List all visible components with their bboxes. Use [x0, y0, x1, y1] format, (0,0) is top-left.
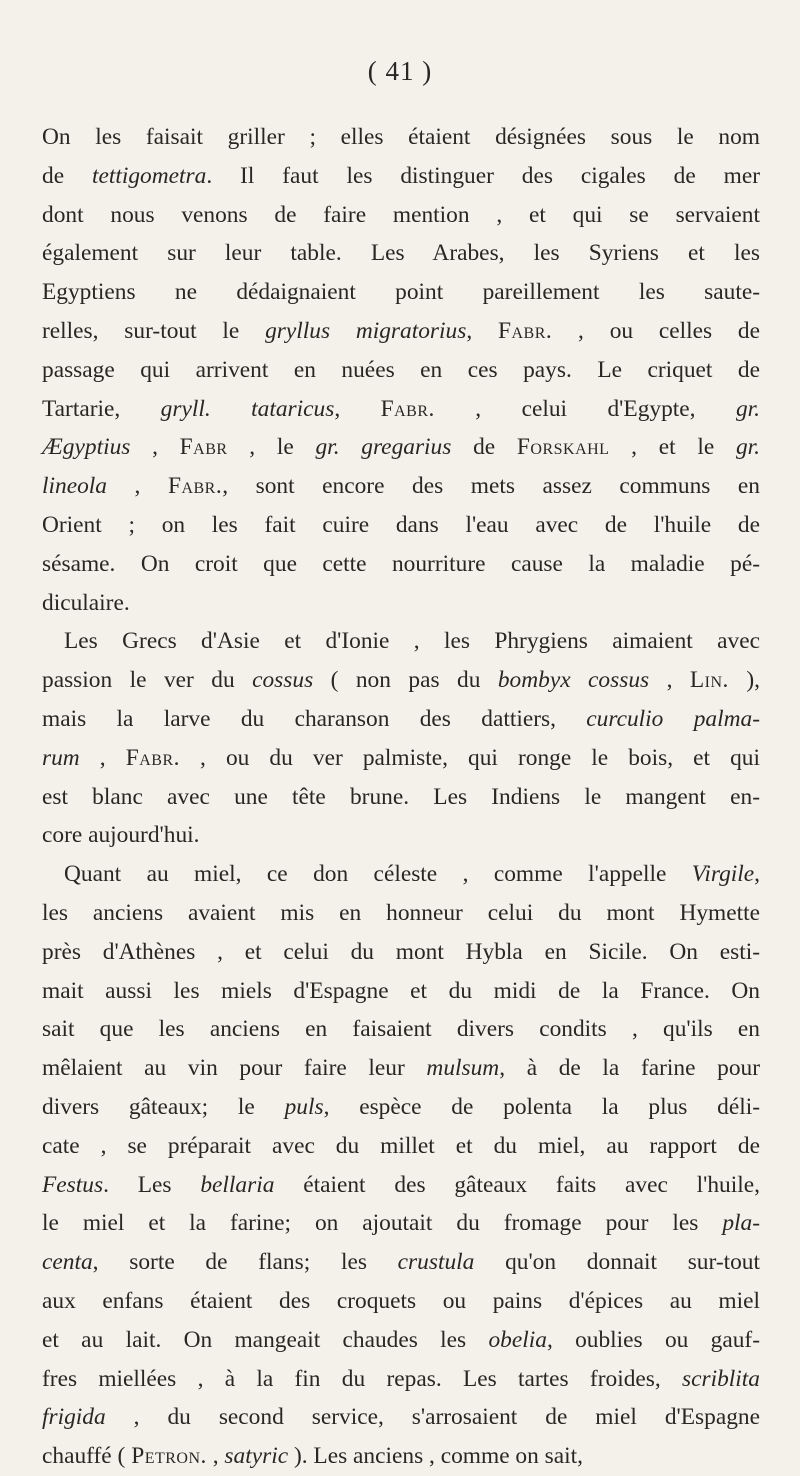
text-line: [42, 545, 760, 584]
text-run: passion le ver du: [42, 667, 253, 694]
text-line: [42, 428, 760, 467]
text-run: , ou celles de: [552, 317, 760, 344]
text-run: , sont encore des mets assez communs en: [222, 473, 761, 500]
text-line: [42, 855, 760, 894]
italic-term: tettigometra: [91, 162, 207, 189]
text-line: [42, 467, 760, 506]
italic-term: bellaria: [200, 1171, 275, 1198]
text-line: [42, 1437, 760, 1476]
text-run: Les Grecs d'Asie et d'Ionie , les Phrygiens aimaient avec: [64, 628, 760, 655]
text-run: aux enfans étaient des croquets ou pains d'épices au miel: [42, 1287, 760, 1314]
italic-term: bombyx cossus: [497, 667, 650, 694]
text-run: le miel et la farine; on ajoutait du fromage pour les: [42, 1210, 723, 1237]
text-line: [42, 816, 760, 855]
text-line: [42, 700, 760, 739]
text-line: [42, 1321, 760, 1360]
text-run: Egyptiens ne dédaignaient point pareillement les saute-: [42, 279, 760, 306]
text-line: [42, 1398, 760, 1437]
text-run: , ou du ver palmiste, qui ronge le bois, et qui: [179, 744, 760, 771]
text-run: , celui d'Egypte,: [434, 395, 736, 422]
text-run: est blanc avec une tête brune. Les Indiens le mangent en-: [42, 783, 760, 810]
italic-term: gr.: [735, 395, 761, 422]
text-run: cate , se préparait avec du millet et du miel, au rapport de: [42, 1132, 760, 1159]
author-abbrev: Fabr: [179, 434, 228, 461]
italic-term: Virgile: [691, 861, 755, 888]
text-run: dont nous venons de faire mention , et qui se servaient: [42, 201, 760, 228]
text-line: [42, 390, 760, 429]
text-run: ,: [130, 434, 180, 461]
text-run: Quant au miel, ce don céleste , comme l'appelle: [64, 861, 692, 888]
italic-term: Festus: [42, 1171, 104, 1198]
body-text: [42, 118, 760, 1476]
text-run: , et le: [609, 434, 736, 461]
italic-term: pla-: [722, 1210, 760, 1237]
text-line: [42, 351, 760, 390]
text-run: fres miellées , à la fin du repas. Les tartes froides,: [42, 1365, 683, 1392]
text-run: de: [451, 434, 517, 461]
text-run: sait que les anciens en faisaient divers condits , qu'ils en: [42, 1016, 760, 1043]
author-abbrev: Fabr.: [167, 473, 223, 500]
italic-term: gryll. tataricus: [160, 395, 335, 422]
italic-term: rum: [42, 744, 80, 771]
text-line: [42, 1088, 760, 1127]
italic-term: mulsum: [426, 1055, 500, 1082]
text-run: ,: [754, 861, 760, 888]
text-run: chauffé (: [42, 1443, 132, 1470]
italic-term: crustula: [397, 1249, 475, 1276]
italic-term: gr.: [735, 434, 760, 461]
text-run: près d'Athènes , et celui du mont Hybla en Sicile. On esti-: [42, 938, 760, 965]
text-run: . Il faut les distinguer des cigales de mer: [206, 162, 760, 189]
text-run: core aujourd'hui.: [42, 822, 200, 849]
italic-term: satyric: [224, 1443, 289, 1470]
text-line: [42, 622, 760, 661]
text-run: , sorte de flans; les: [92, 1249, 398, 1276]
text-run: passage qui arrivent en nuées en ces pays. Le criquet de: [42, 356, 760, 383]
text-line: [42, 1049, 760, 1088]
text-run: relles, sur-tout le: [42, 317, 266, 344]
text-line: [42, 1360, 760, 1399]
text-run: , le: [227, 434, 316, 461]
text-run: et au lait. On mangeait chaudes les: [42, 1326, 489, 1353]
italic-term: puls: [284, 1093, 324, 1120]
text-line: [42, 234, 760, 273]
italic-term: obelia: [488, 1326, 547, 1353]
text-line: [42, 1282, 760, 1321]
text-line: [42, 312, 760, 351]
text-line: [42, 118, 760, 157]
text-line: [42, 1204, 760, 1243]
text-run: ,: [106, 473, 168, 500]
text-run: de: [42, 162, 92, 189]
author-abbrev: Petron.: [131, 1443, 207, 1470]
text-run: également sur leur table. Les Arabes, les Syriens et les: [42, 240, 760, 267]
text-run: ( non pas du: [313, 667, 498, 694]
author-abbrev: Fabr.: [497, 317, 553, 344]
text-run: étaient des gâteaux faits avec l'huile,: [274, 1171, 760, 1198]
italic-term: scriblita: [682, 1365, 760, 1392]
text-line: [42, 1166, 760, 1205]
text-line: [42, 1127, 760, 1166]
text-run: On les faisait griller ; elles étaient désignées sous le nom: [42, 124, 760, 150]
text-run: mêlaient au vin pour faire leur: [42, 1055, 427, 1082]
text-run: mais la larve du charanson des dattiers,: [42, 705, 587, 732]
author-abbrev: Fabr.: [380, 395, 435, 422]
text-run: qu'on donnait sur-tout: [474, 1249, 760, 1276]
italic-term: gr. gregarius: [315, 434, 452, 461]
text-line: [42, 778, 760, 817]
text-run: , à de la farine pour: [499, 1055, 760, 1082]
text-run: ,: [649, 667, 690, 694]
text-line: [42, 196, 760, 235]
italic-term: lineola: [42, 473, 107, 500]
italic-term: Ægyptius: [42, 434, 131, 461]
text-run: mait aussi les miels d'Espagne et du midi de la France. On: [42, 977, 760, 1004]
text-run: ),: [728, 667, 761, 694]
text-run: Orient ; on les fait cuire dans l'eau avec de l'huile de: [42, 511, 760, 538]
italic-term: curculio palma-: [586, 705, 760, 732]
text-run: , oublies ou gauf-: [546, 1326, 761, 1353]
text-run: divers gâteaux; le: [42, 1093, 285, 1120]
italic-term: cossus: [252, 667, 314, 694]
italic-term: frigida: [42, 1404, 106, 1431]
text-run: sésame. On croit que cette nourriture cause la maladie pé-: [42, 550, 760, 577]
page-number: ( 41 ): [367, 56, 433, 86]
italic-term: centa: [42, 1249, 93, 1276]
text-line: [42, 894, 760, 933]
author-abbrev: Forskahl: [516, 434, 610, 461]
text-run: ,: [334, 395, 381, 422]
text-run: ,: [206, 1443, 225, 1470]
author-abbrev: Fabr.: [125, 744, 180, 771]
text-run: ,: [79, 744, 126, 771]
text-line: [42, 1010, 760, 1049]
text-run: diculaire.: [42, 589, 130, 616]
text-line: [42, 273, 760, 312]
text-line: [42, 661, 760, 700]
text-run: ,: [466, 317, 498, 344]
text-run: ). Les anciens , comme on sait,: [288, 1443, 583, 1470]
text-run: . Les: [103, 1171, 201, 1198]
author-abbrev: Lin.: [689, 667, 729, 694]
text-run: , du second service, s'arrosaient de miel d'Espagne: [105, 1404, 760, 1431]
text-line: [42, 739, 760, 778]
text-line: [42, 157, 760, 196]
text-run: , espèce de polenta la plus déli-: [323, 1093, 760, 1120]
text-line: [42, 1243, 760, 1282]
text-run: Tartarie,: [42, 395, 161, 422]
text-line: [42, 584, 760, 623]
text-line: [42, 933, 760, 972]
text-run: les anciens avaient mis en honneur celui du mont Hymette: [42, 899, 760, 926]
text-line: [42, 506, 760, 545]
italic-term: gryllus migratorius: [265, 317, 467, 344]
text-line: [42, 972, 760, 1011]
